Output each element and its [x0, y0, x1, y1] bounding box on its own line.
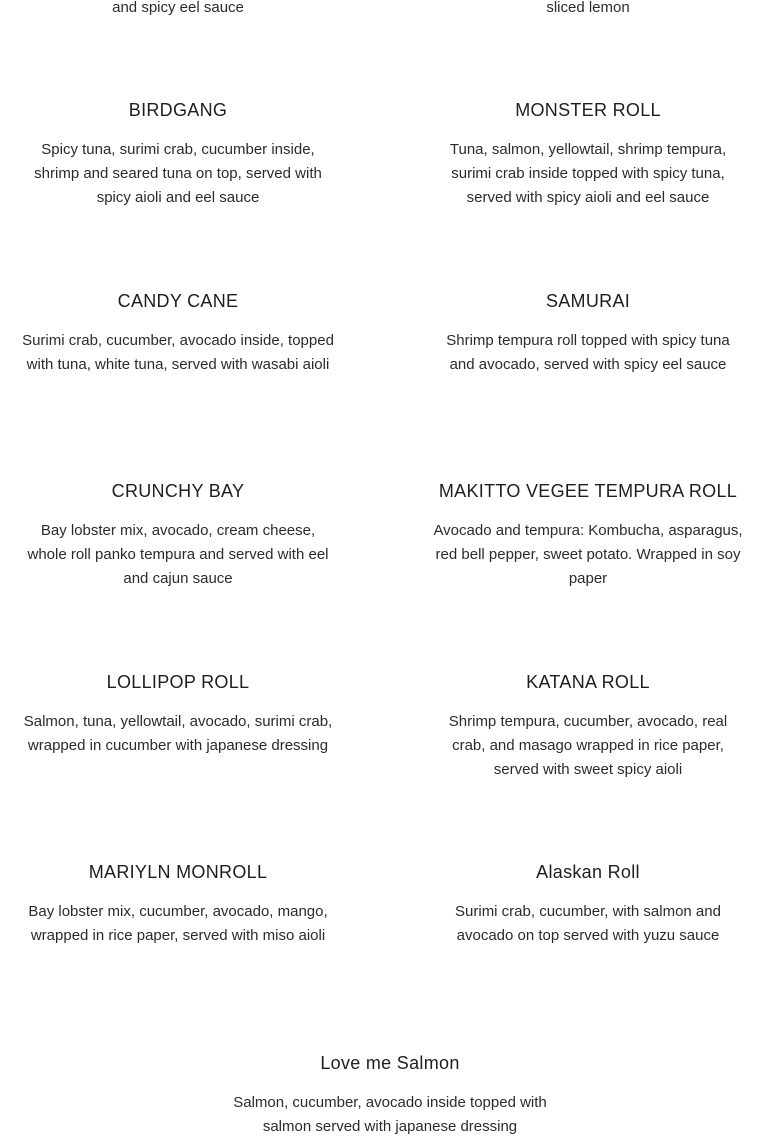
menu-item-title: BIRDGANG [128, 100, 228, 120]
menu-item-title: Alaskan Roll [536, 862, 640, 882]
menu-item-makitto-vegee-tempura-roll [432, 480, 744, 591]
menu-item-alaskan-roll [432, 861, 744, 948]
menu-item-description-fragment: sliced lemon [546, 0, 630, 16]
menu-item-title: CRUNCHY BAY [111, 481, 245, 501]
menu-item-description: Bay lobster mix, avocado, cream cheese, whole roll panko tempura and served with eel and cajun sauce [27, 522, 329, 587]
menu-item-title: SAMURAI [545, 291, 631, 311]
menu-item-candy-cane [22, 290, 334, 377]
menu-item-samurai [432, 290, 744, 377]
menu-item-description: Spicy tuna, surimi crab, cucumber inside, shrimp and seared tuna on top, served with spicy aioli and eel sauce [34, 141, 322, 206]
menu-item-description-fragment: and spicy eel sauce [112, 0, 244, 16]
menu-item-description: Salmon, tuna, yellowtail, avocado, surimi crab, wrapped in cucumber with japanese dressing [23, 713, 333, 754]
menu-item-description: Tuna, salmon, yellowtail, shrimp tempura, surimi crab inside topped with spicy tuna, served with spicy aioli and eel sauce [449, 141, 727, 206]
menu-item-birdgang [22, 99, 334, 210]
menu-item-monster-roll [432, 99, 744, 210]
menu-item-description: Shrimp tempura, cucumber, avocado, real crab, and masago wrapped in rice paper, served with sweet spicy aioli [448, 713, 728, 778]
menu-item-title: Love me Salmon [320, 1053, 460, 1073]
menu-item-title: LOLLIPOP ROLL [106, 672, 250, 692]
menu-item-title: MONSTER ROLL [515, 100, 661, 120]
menu-item-description: Surimi crab, cucumber, avocado inside, topped with tuna, white tuna, served with wasabi aioli [22, 332, 334, 373]
menu-item-crunchy-bay [22, 480, 334, 591]
menu-item-description: Shrimp tempura roll topped with spicy tuna and avocado, served with spicy eel sauce [446, 332, 730, 373]
menu-item-description: Bay lobster mix, cucumber, avocado, mango, wrapped in rice paper, served with miso aioli [28, 903, 328, 944]
menu-item-title: CANDY CANE [117, 291, 239, 311]
menu-item-lollipop-roll [22, 671, 334, 758]
menu-item-love-me-salmon [230, 1052, 550, 1139]
menu-item-katana-roll [432, 671, 744, 782]
menu-item-description: Salmon, cucumber, avocado inside topped with salmon served with japanese dressing [233, 1094, 547, 1135]
menu-item-mariyln-monroll [22, 861, 334, 948]
menu-item-title: MAKITTO VEGEE TEMPURA ROLL [438, 481, 738, 501]
menu-item-description: Surimi crab, cucumber, with salmon and avocado on top served with yuzu sauce [455, 903, 721, 944]
menu-item-title: KATANA ROLL [526, 672, 650, 692]
menu-item-title: MARIYLN MONROLL [88, 862, 268, 882]
menu-item-description: Avocado and tempura: Kombucha, asparagus, red bell pepper, sweet potato. Wrapped in soy paper [433, 522, 743, 587]
